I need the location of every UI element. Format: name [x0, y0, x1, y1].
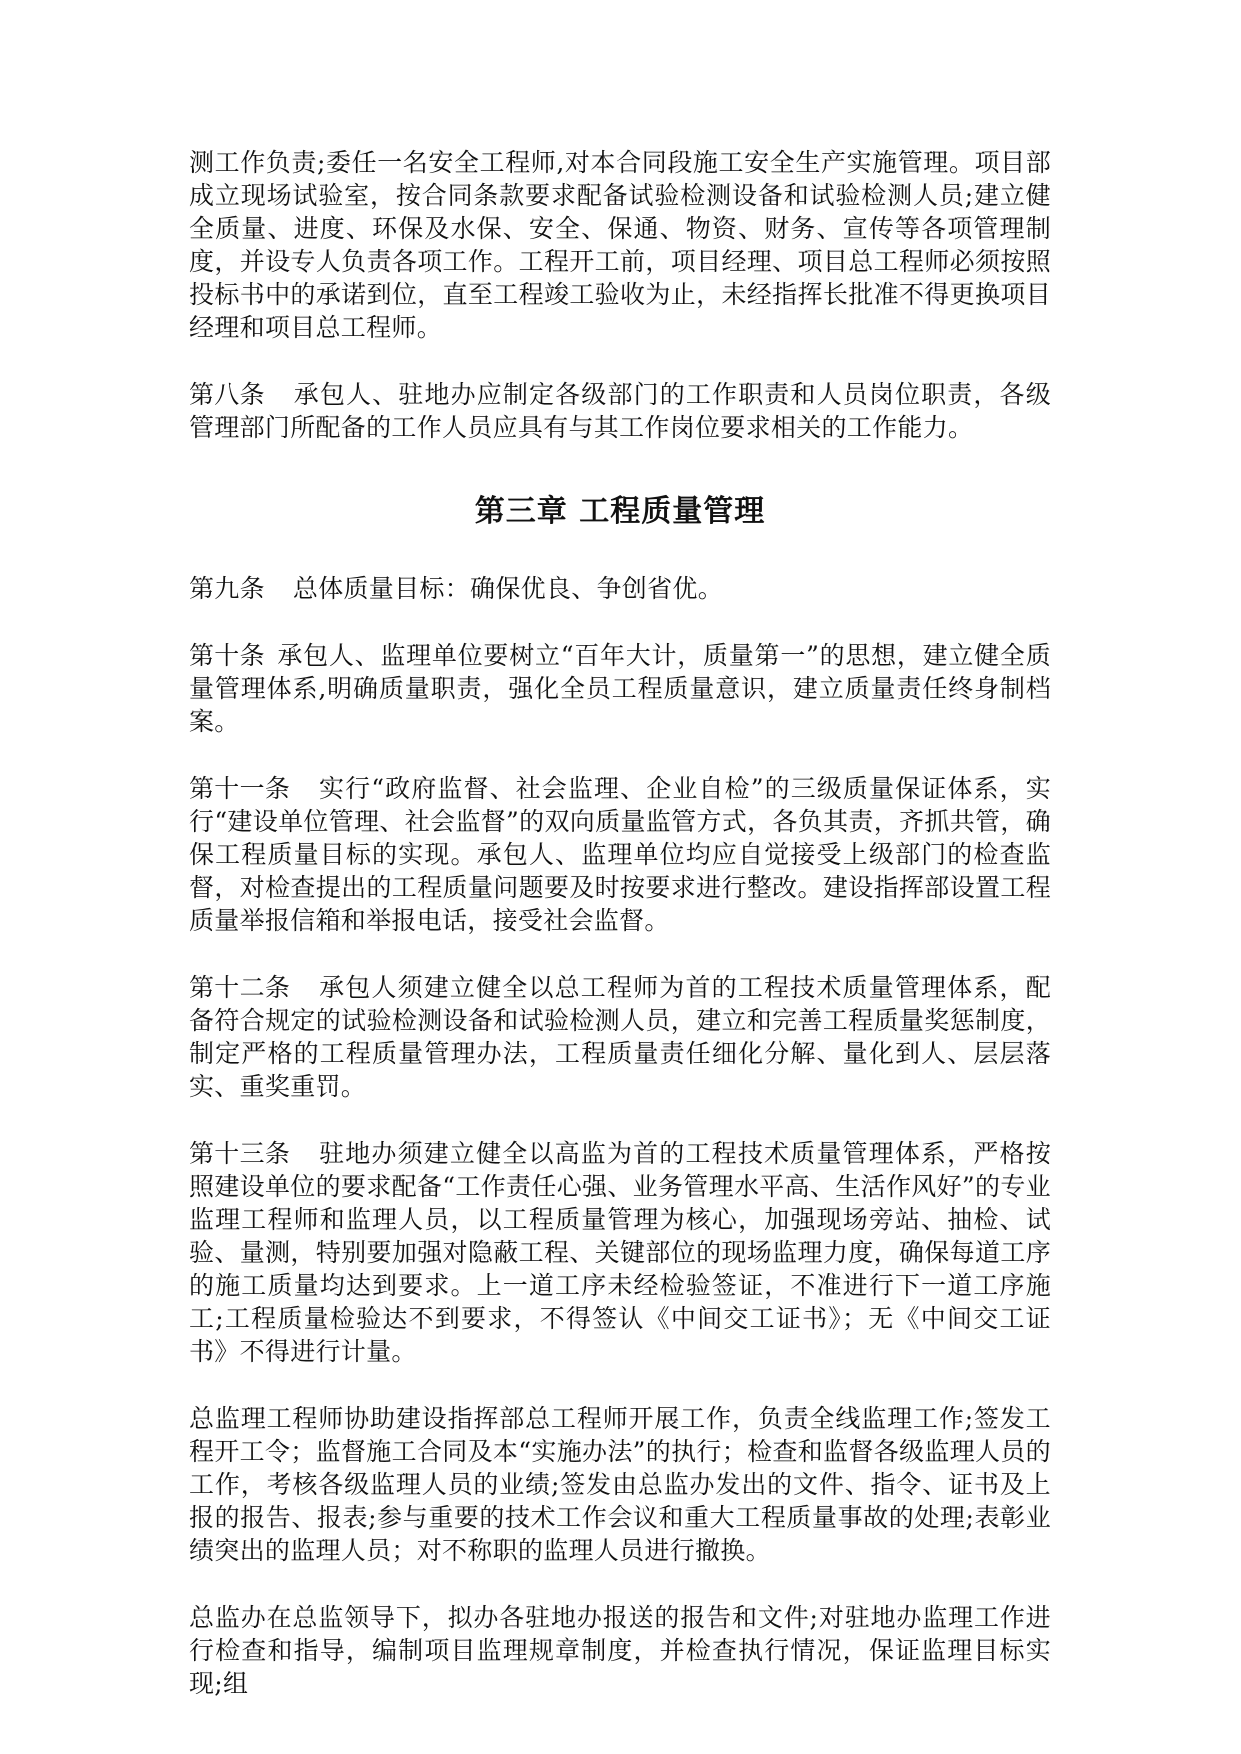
article-number: 第十一条 [189, 774, 291, 803]
paragraph-text: 承包人、驻地办应制定各级部门的工作职责和人员岗位职责，各级管理部门所配备的工作人员应具有与其工作岗位要求相关的工作能力。 [189, 380, 1051, 442]
article-9 [189, 572, 1051, 605]
paragraph-text: 承包人须建立健全以总工程师为首的工程技术质量管理体系，配备符合规定的试验检测设备和试验检测人员，建立和完善工程质量奖惩制度，制定严格的工程质量管理办法，工程质量责任细化分解、量化到人、层层落实、重奖重罚。 [189, 973, 1051, 1101]
article-number: 第十条 [189, 641, 265, 670]
article-11 [189, 772, 1051, 937]
article-number: 第十三条 [189, 1139, 291, 1168]
article-8 [189, 378, 1051, 444]
paragraph-text: 总监办在总监领导下，拟办各驻地办报送的报告和文件;对驻地办监理工作进行检查和指导，编制项目监理规章制度，并检查执行情况，保证监理目标实现;组 [189, 1603, 1051, 1698]
paragraph-text: 测工作负责;委任一名安全工程师,对本合同段施工安全生产实施管理。项目部成立现场试验室，按合同条款要求配备试验检测设备和试验检测人员;建立健全质量、进度、环保及水保、安全、保通、物资、财务、宣传等各项管理制度，并设专人负责各项工作。工程开工前，项目经理、项目总工程师必须按照投标书中的承诺到位，直至工程竣工验收为止，未经指挥长批准不得更换项目经理和项目总工程师。 [189, 148, 1051, 342]
article-10 [189, 639, 1051, 738]
document-page [189, 146, 1051, 1734]
paragraph-continued [189, 146, 1051, 344]
paragraph-chief-supervisor [189, 1402, 1051, 1567]
article-number: 第十二条 [189, 973, 291, 1002]
paragraph-text: 总监理工程师协助建设指挥部总工程师开展工作，负责全线监理工作;签发工程开工令；监督施工合同及本“实施办法”的执行；检查和监督各级监理人员的工作，考核各级监理人员的业绩;签发由总监办发出的文件、指令、证书及上报的报告、报表;参与重要的技术工作会议和重大工程质量事故的处理;表彰业绩突出的监理人员；对不称职的监理人员进行撤换。 [189, 1404, 1051, 1565]
paragraph-text: 总体质量目标：确保优良、争创省优。 [292, 574, 724, 603]
paragraph-text: 实行“政府监督、社会监理、企业自检”的三级质量保证体系，实行“建设单位管理、社会监督”的双向质量监管方式，各负其责，齐抓共管，确保工程质量目标的实现。承包人、监理单位均应自觉接受上级部门的检查监督，对检查提出的工程质量问题要及时按要求进行整改。建设指挥部设置工程质量举报信箱和举报电话，接受社会监督。 [189, 774, 1051, 935]
paragraph-text: 驻地办须建立健全以高监为首的工程技术质量管理体系，严格按照建设单位的要求配备“工作责任心强、业务管理水平高、生活作风好”的专业监理工程师和监理人员，以工程质量管理为核心，加强现场旁站、抽检、试验、量测，特别要加强对隐蔽工程、关键部位的现场监理力度，确保每道工序的施工质量均达到要求。上一道工序未经检验签证，不准进行下一道工序施工;工程质量检验达不到要求，不得签认《中间交工证书》；无《中间交工证书》不得进行计量。 [189, 1139, 1051, 1366]
article-number: 第九条 [189, 574, 265, 603]
article-number: 第八条 [189, 380, 265, 409]
paragraph-supervision-office [189, 1601, 1051, 1700]
chapter-heading: 第三章 工程质量管理 [474, 494, 766, 529]
paragraph-text: 承包人、监理单位要树立“百年大计，质量第一”的思想，建立健全质量管理体系,明确质量职责，强化全员工程质量意识，建立质量责任终身制档案。 [189, 641, 1051, 736]
article-12 [189, 971, 1051, 1103]
article-13 [189, 1137, 1051, 1368]
